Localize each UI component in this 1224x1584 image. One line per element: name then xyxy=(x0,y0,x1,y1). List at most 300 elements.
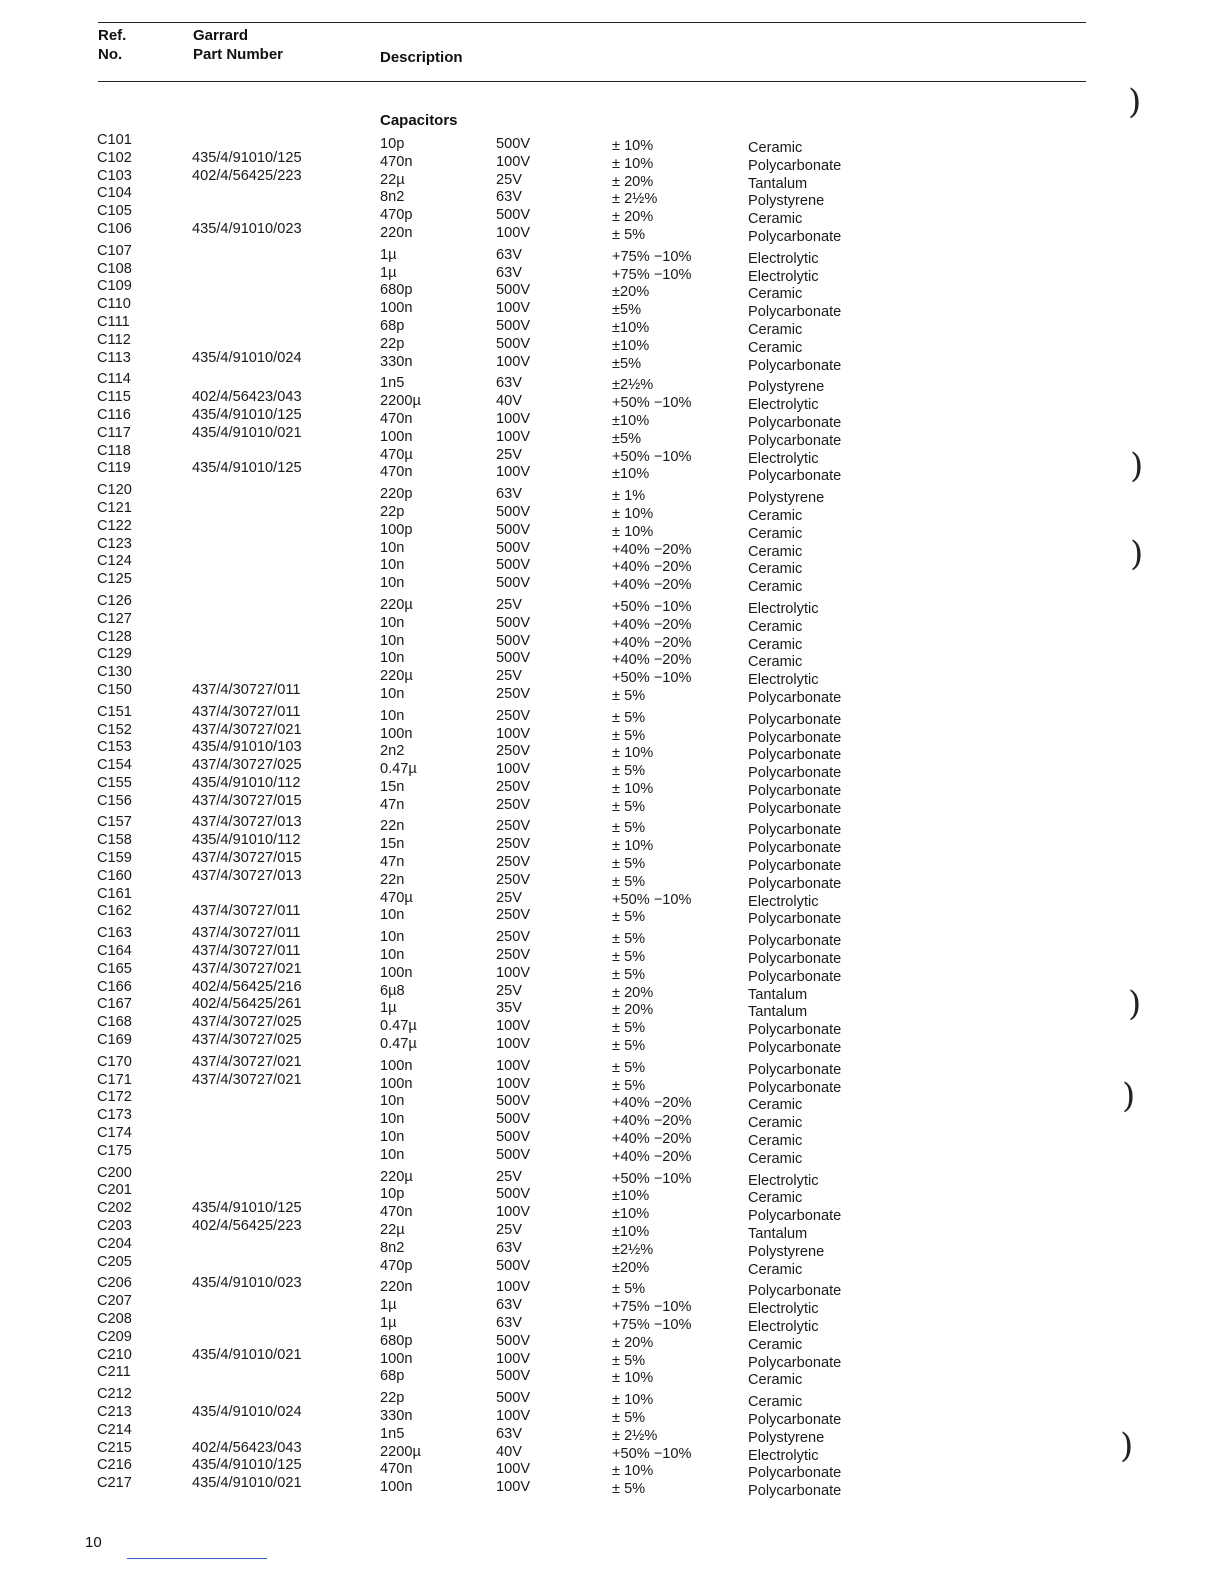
ref-no-cell: C210 xyxy=(97,1346,132,1363)
part-number-cell: 437/4/30727/011 xyxy=(192,903,301,920)
table-row xyxy=(0,278,1224,303)
voltage-cell: 25V xyxy=(496,1168,522,1185)
voltage-cell: 100V xyxy=(496,964,531,981)
ref-no-cell: C150 xyxy=(97,681,132,698)
part-number-cell: 402/4/56425/223 xyxy=(192,167,302,184)
voltage-cell: 500V xyxy=(496,575,531,592)
table-row xyxy=(0,1457,1224,1482)
capacitance-cell: 8n2 xyxy=(380,1239,405,1256)
capacitor-type-cell: Ceramic xyxy=(748,1372,803,1389)
ref-no-cell: C169 xyxy=(97,1032,132,1049)
table-row xyxy=(0,203,1224,228)
table-row xyxy=(0,1164,1224,1189)
capacitance-cell: 100n xyxy=(380,725,413,742)
capacitance-cell: 10n xyxy=(380,575,405,592)
capacitance-cell: 470n xyxy=(380,410,413,427)
table-row xyxy=(0,1403,1224,1428)
capacitance-cell: 47n xyxy=(380,854,405,871)
ref-no-cell: C211 xyxy=(97,1364,131,1381)
capacitor-type-cell: Polystyrene xyxy=(748,379,825,396)
binding-hole-mark: ) xyxy=(1122,1076,1136,1116)
description-header: Description xyxy=(380,49,463,66)
voltage-cell: 500V xyxy=(496,632,531,649)
ref-no-cell: C209 xyxy=(97,1328,132,1345)
ref-no-cell: C106 xyxy=(97,220,132,237)
voltage-cell: 500V xyxy=(496,650,531,667)
capacitance-cell: 10n xyxy=(380,614,405,631)
voltage-cell: 500V xyxy=(496,521,531,538)
table-row xyxy=(0,1142,1224,1167)
table-row xyxy=(0,885,1224,910)
tolerance-cell: ± 20% xyxy=(612,209,654,226)
capacitor-type-cell: Electrolytic xyxy=(748,893,819,910)
part-number-cell: 437/4/30727/013 xyxy=(192,814,302,831)
tolerance-cell: ±5% xyxy=(612,302,642,319)
row-group xyxy=(0,132,1224,245)
capacitor-type-cell: Electrolytic xyxy=(748,450,819,467)
voltage-cell: 250V xyxy=(496,947,531,964)
capacitance-cell: 220p xyxy=(380,486,413,503)
voltage-cell: 250V xyxy=(496,743,531,760)
capacitance-cell: 10n xyxy=(380,707,405,724)
capacitor-type-cell: Ceramic xyxy=(748,339,803,356)
tolerance-cell: ± 10% xyxy=(612,1370,654,1387)
capacitor-type-cell: Tantalum xyxy=(748,1226,808,1243)
part-number-cell: 437/4/30727/011 xyxy=(192,925,301,942)
capacitor-type-cell: Polycarbonate xyxy=(748,157,842,174)
capacitance-cell: 470µ xyxy=(380,446,413,463)
tolerance-cell: +50% −10% xyxy=(612,598,692,615)
tolerance-cell: ± 10% xyxy=(612,1463,654,1480)
tolerance-cell: ± 5% xyxy=(612,226,646,243)
tolerance-cell: ± 5% xyxy=(612,931,646,948)
tolerance-cell: +75% −10% xyxy=(612,248,692,265)
voltage-cell: 500V xyxy=(496,317,531,334)
voltage-cell: 25V xyxy=(496,446,522,463)
capacitor-type-cell: Polystyrene xyxy=(748,1243,825,1260)
capacitor-type-cell: Polycarbonate xyxy=(748,304,842,321)
part-number-cell: 402/4/56425/223 xyxy=(192,1218,302,1235)
capacitance-cell: 680p xyxy=(380,282,413,299)
capacitor-type-cell: Polycarbonate xyxy=(748,711,842,728)
capacitor-type-cell: Ceramic xyxy=(748,1097,803,1114)
table-row xyxy=(0,571,1224,596)
ref-no-cell: C205 xyxy=(97,1253,132,1270)
ref-no-cell: C127 xyxy=(97,610,132,627)
row-group xyxy=(0,592,1224,706)
voltage-cell: 25V xyxy=(496,596,522,613)
capacitor-type-cell: Ceramic xyxy=(748,1115,803,1132)
table-row xyxy=(0,132,1224,156)
voltage-cell: 250V xyxy=(496,907,531,924)
voltage-cell: 63V xyxy=(496,1239,522,1256)
capacitance-cell: 10n xyxy=(380,907,405,924)
voltage-cell: 100V xyxy=(496,1204,531,1221)
tolerance-cell: ± 5% xyxy=(612,709,646,726)
capacitor-type-cell: Ceramic xyxy=(748,1133,803,1150)
tolerance-cell: +50% −10% xyxy=(612,670,692,687)
voltage-cell: 100V xyxy=(496,1479,531,1496)
part-number-cell: 437/4/30727/021 xyxy=(192,960,302,977)
row-group xyxy=(0,925,1224,1057)
voltage-cell: 500V xyxy=(496,1368,531,1385)
ref-no-cell: C215 xyxy=(97,1439,132,1456)
tolerance-cell: ±10% xyxy=(612,1188,650,1205)
ref-no-cell: C110 xyxy=(97,296,131,313)
row-group xyxy=(0,1275,1224,1389)
table-row xyxy=(0,628,1224,653)
capacitor-type-cell: Polycarbonate xyxy=(748,951,842,968)
table-row xyxy=(0,371,1224,396)
voltage-cell: 100V xyxy=(496,1036,531,1053)
capacitor-type-cell: Polycarbonate xyxy=(748,822,842,839)
parts-table xyxy=(0,132,1224,1500)
table-row xyxy=(0,1253,1224,1278)
capacitance-cell: 22n xyxy=(380,818,405,835)
capacitor-type-cell: Ceramic xyxy=(748,321,803,338)
ref-no-cell: C166 xyxy=(97,978,132,995)
ref-no-cell: C114 xyxy=(97,371,131,388)
capacitor-type-cell: Polycarbonate xyxy=(748,1022,842,1039)
header-bottom-rule xyxy=(98,81,1086,82)
table-row xyxy=(0,943,1224,968)
ref-no-cell: C201 xyxy=(97,1182,132,1199)
capacitance-cell: 680p xyxy=(380,1332,413,1349)
voltage-cell: 25V xyxy=(496,889,522,906)
tolerance-cell: ± 2½% xyxy=(612,191,658,208)
tolerance-cell: +40% −20% xyxy=(612,1095,692,1112)
capacitor-type-cell: Polycarbonate xyxy=(748,357,842,374)
row-group xyxy=(0,1164,1224,1278)
binding-hole-mark: ) xyxy=(1128,984,1142,1024)
ref-no-cell: C117 xyxy=(97,424,131,441)
capacitor-type-cell: Polycarbonate xyxy=(748,747,842,764)
capacitance-cell: 22µ xyxy=(380,1222,405,1239)
table-row xyxy=(0,1182,1224,1207)
ref-no-cell: C217 xyxy=(97,1475,132,1492)
table-row xyxy=(0,610,1224,635)
table-row xyxy=(0,1311,1224,1335)
voltage-cell: 100V xyxy=(496,1075,531,1092)
ref-no-cell: C155 xyxy=(97,774,132,791)
capacitance-cell: 2200µ xyxy=(380,393,421,410)
part-number-cell: 402/4/56425/216 xyxy=(192,978,302,995)
capacitance-cell: 10p xyxy=(380,1186,405,1203)
ref-no-cell: C108 xyxy=(97,260,132,277)
capacitor-type-cell: Electrolytic xyxy=(748,1301,819,1318)
part-number-cell: 435/4/91010/125 xyxy=(192,460,302,477)
voltage-cell: 100V xyxy=(496,1407,531,1424)
voltage-cell: 63V xyxy=(496,1315,522,1331)
capacitance-cell: 1µ xyxy=(380,1297,397,1314)
voltage-cell: 250V xyxy=(496,778,531,795)
voltage-cell: 100V xyxy=(496,410,531,427)
tolerance-cell: +40% −20% xyxy=(612,1113,692,1130)
part-number-cell: 437/4/30727/021 xyxy=(192,1071,302,1088)
ref-no-cell: C112 xyxy=(97,331,131,348)
table-row xyxy=(0,1386,1224,1411)
ref-no-cell: C160 xyxy=(97,867,132,884)
capacitance-cell: 330n xyxy=(380,353,413,370)
part-number-cell: 437/4/30727/013 xyxy=(192,867,302,884)
capacitor-type-cell: Polycarbonate xyxy=(748,1465,842,1482)
part-number-cell: 437/4/30727/015 xyxy=(192,850,302,867)
voltage-cell: 500V xyxy=(496,614,531,631)
voltage-cell: 100V xyxy=(496,725,531,742)
table-row xyxy=(0,1218,1224,1243)
table-row xyxy=(0,220,1224,245)
table-row xyxy=(0,1475,1224,1500)
part-number-cell: 435/4/91010/125 xyxy=(192,1457,302,1474)
ref-no-cell: C168 xyxy=(97,1014,132,1031)
tolerance-cell: +50% −10% xyxy=(612,395,692,412)
voltage-cell: 500V xyxy=(496,1129,531,1146)
table-row xyxy=(0,867,1224,892)
capacitance-cell: 10n xyxy=(380,1111,405,1128)
voltage-cell: 40V xyxy=(496,1443,522,1460)
table-row xyxy=(0,592,1224,617)
voltage-cell: 63V xyxy=(496,1425,522,1442)
page-number: 10 xyxy=(85,1534,102,1551)
tolerance-cell: +40% −20% xyxy=(612,559,692,576)
ref-no-cell: C116 xyxy=(97,406,131,423)
tolerance-cell: +75% −10% xyxy=(612,1317,692,1333)
tolerance-cell: ± 2½% xyxy=(612,1427,658,1444)
table-row xyxy=(0,1032,1224,1057)
ref-no-cell: C102 xyxy=(97,149,132,166)
capacitance-cell: 10n xyxy=(380,650,405,667)
ref-no-cell: C129 xyxy=(97,646,132,663)
ref-no-cell: C126 xyxy=(97,592,132,609)
tolerance-cell: +40% −20% xyxy=(612,616,692,633)
table-row xyxy=(0,1053,1224,1078)
capacitor-type-cell: Electrolytic xyxy=(748,268,819,285)
ref-no-cell: C214 xyxy=(97,1421,132,1438)
capacitance-cell: 220n xyxy=(380,224,413,241)
capacitance-cell: 100p xyxy=(380,521,413,538)
capacitor-type-cell: Ceramic xyxy=(748,636,803,653)
voltage-cell: 100V xyxy=(496,1461,531,1478)
table-row xyxy=(0,1089,1224,1114)
table-row xyxy=(0,774,1224,799)
capacitance-cell: 100n xyxy=(380,1350,413,1367)
capacitor-type-cell: Polycarbonate xyxy=(748,228,842,245)
capacitor-type-cell: Polycarbonate xyxy=(748,933,842,950)
table-row xyxy=(0,903,1224,928)
part-header-line2: Part Number xyxy=(193,46,284,63)
capacitor-type-cell: Tantalum xyxy=(748,986,808,1003)
ref-no-cell: C208 xyxy=(97,1311,132,1327)
header-top-rule xyxy=(98,22,1086,23)
table-row xyxy=(0,757,1224,782)
voltage-cell: 40V xyxy=(496,393,522,410)
tolerance-cell: +50% −10% xyxy=(612,1170,692,1187)
capacitance-cell: 1n5 xyxy=(380,1425,405,1442)
tolerance-cell: ± 5% xyxy=(612,949,646,966)
voltage-cell: 250V xyxy=(496,929,531,946)
capacitor-type-cell: Tantalum xyxy=(748,175,808,192)
tolerance-cell: ± 1% xyxy=(612,488,646,505)
tolerance-cell: ± 10% xyxy=(612,780,654,797)
tolerance-cell: ± 20% xyxy=(612,984,654,1001)
ref-no-cell: C153 xyxy=(97,739,132,756)
ref-no-cell: C171 xyxy=(97,1071,132,1088)
capacitance-cell: 15n xyxy=(380,836,405,853)
voltage-cell: 25V xyxy=(496,668,522,685)
part-number-header xyxy=(193,26,283,64)
table-row xyxy=(0,1014,1224,1039)
ref-no-cell: C101 xyxy=(97,132,132,148)
table-row xyxy=(0,313,1224,338)
capacitance-cell: 6µ8 xyxy=(380,982,405,999)
table-row xyxy=(0,1200,1224,1225)
capacitance-cell: 330n xyxy=(380,1407,413,1424)
tolerance-cell: ± 10% xyxy=(612,838,654,855)
ref-no-cell: C200 xyxy=(97,1164,132,1181)
capacitor-type-cell: Polycarbonate xyxy=(748,1283,842,1300)
ref-no-cell: C154 xyxy=(97,757,132,774)
tolerance-cell: ±10% xyxy=(612,1224,650,1241)
ref-no-cell: C173 xyxy=(97,1107,132,1124)
tolerance-cell: ± 20% xyxy=(612,1002,654,1019)
voltage-cell: 100V xyxy=(496,224,531,241)
tolerance-cell: ± 10% xyxy=(612,523,654,540)
capacitance-cell: 22p xyxy=(380,1390,405,1407)
capacitance-cell: 470p xyxy=(380,207,413,224)
voltage-cell: 500V xyxy=(496,539,531,556)
capacitor-type-cell: Polycarbonate xyxy=(748,765,842,782)
capacitance-cell: 100n xyxy=(380,300,413,317)
capacitance-cell: 0.47µ xyxy=(380,1036,417,1053)
tolerance-cell: ± 20% xyxy=(612,1334,654,1351)
capacitor-type-cell: Ceramic xyxy=(748,561,803,578)
tolerance-cell: +40% −20% xyxy=(612,652,692,669)
voltage-cell: 500V xyxy=(496,503,531,520)
voltage-cell: 100V xyxy=(496,353,531,370)
part-number-cell: 435/4/91010/021 xyxy=(192,424,302,441)
capacitance-cell: 220µ xyxy=(380,596,413,613)
voltage-cell: 500V xyxy=(496,1332,531,1349)
capacitance-cell: 100n xyxy=(380,964,413,981)
ref-no-cell: C157 xyxy=(97,814,132,831)
capacitance-cell: 10n xyxy=(380,1129,405,1146)
capacitor-type-cell: Polystyrene xyxy=(748,1429,825,1446)
table-row xyxy=(0,996,1224,1021)
tolerance-cell: ± 5% xyxy=(612,873,646,890)
footer-line xyxy=(127,1558,267,1559)
ref-no-cell: C115 xyxy=(97,389,131,406)
capacitance-cell: 10n xyxy=(380,947,405,964)
section-title: Capacitors xyxy=(380,112,458,129)
tolerance-cell: ± 5% xyxy=(612,1020,646,1037)
voltage-cell: 100V xyxy=(496,1057,531,1074)
table-row xyxy=(0,721,1224,746)
row-group xyxy=(0,371,1224,485)
table-row xyxy=(0,1107,1224,1132)
capacitor-type-cell: Ceramic xyxy=(748,211,803,228)
ref-header-line1: Ref. xyxy=(98,27,127,44)
part-number-cell: 435/4/91010/023 xyxy=(192,1275,302,1292)
table-row xyxy=(0,167,1224,192)
capacitance-cell: 470n xyxy=(380,1461,413,1478)
capacitance-cell: 68p xyxy=(380,1368,405,1385)
tolerance-cell: ±2½% xyxy=(612,377,654,394)
capacitance-cell: 1n5 xyxy=(380,375,405,392)
part-number-cell: 435/4/91010/023 xyxy=(192,220,302,237)
capacitor-type-cell: Polycarbonate xyxy=(748,1208,842,1225)
ref-no-cell: C122 xyxy=(97,517,132,534)
voltage-cell: 35V xyxy=(496,1000,522,1017)
tolerance-cell: +50% −10% xyxy=(612,891,692,908)
capacitor-type-cell: Ceramic xyxy=(748,1190,803,1207)
part-number-cell: 437/4/30727/021 xyxy=(192,1053,302,1070)
row-group xyxy=(0,814,1224,928)
ref-no-cell: C206 xyxy=(97,1275,132,1292)
tolerance-cell: ± 5% xyxy=(612,1352,646,1369)
tolerance-cell: ±2½% xyxy=(612,1241,654,1258)
capacitance-cell: 2n2 xyxy=(380,743,405,760)
capacitor-type-cell: Polycarbonate xyxy=(748,968,842,985)
part-number-cell: 437/4/30727/011 xyxy=(192,943,301,960)
capacitance-cell: 10n xyxy=(380,929,405,946)
capacitor-type-cell: Polycarbonate xyxy=(748,1483,842,1500)
capacitance-cell: 220µ xyxy=(380,668,413,685)
table-row xyxy=(0,1293,1224,1318)
voltage-cell: 500V xyxy=(496,557,531,574)
table-row xyxy=(0,460,1224,485)
ref-no-cell: C161 xyxy=(97,885,132,902)
ref-no-cell: C123 xyxy=(97,535,132,552)
ref-no-cell: C159 xyxy=(97,850,132,867)
tolerance-cell: ± 10% xyxy=(612,138,654,154)
binding-hole-mark: ) xyxy=(1130,534,1144,574)
part-number-cell: 437/4/30727/015 xyxy=(192,792,302,809)
capacitor-type-cell: Polycarbonate xyxy=(748,858,842,875)
ref-no-cell: C107 xyxy=(97,242,132,259)
capacitance-cell: 8n2 xyxy=(380,189,405,206)
voltage-cell: 250V xyxy=(496,707,531,724)
capacitor-type-cell: Ceramic xyxy=(748,543,803,560)
capacitance-cell: 15n xyxy=(380,778,405,795)
capacitor-type-cell: Polycarbonate xyxy=(748,911,842,928)
capacitor-type-cell: Electrolytic xyxy=(748,600,819,617)
voltage-cell: 500V xyxy=(496,1146,531,1163)
tolerance-cell: +40% −20% xyxy=(612,541,692,558)
ref-no-cell: C213 xyxy=(97,1403,132,1420)
capacitance-cell: 47n xyxy=(380,796,405,813)
capacitance-cell: 100n xyxy=(380,428,413,445)
capacitance-cell: 470n xyxy=(380,153,413,170)
table-row xyxy=(0,517,1224,542)
capacitor-type-cell: Polycarbonate xyxy=(748,1079,842,1096)
table-row xyxy=(0,260,1224,285)
capacitance-cell: 10n xyxy=(380,539,405,556)
ref-no-cell: C109 xyxy=(97,278,132,295)
capacitor-type-cell: Ceramic xyxy=(748,1336,803,1353)
capacitance-cell: 10n xyxy=(380,685,405,702)
ref-no-cell: C111 xyxy=(97,313,130,330)
ref-no-cell: C125 xyxy=(97,571,132,588)
tolerance-cell: ± 5% xyxy=(612,966,646,983)
table-row xyxy=(0,1125,1224,1150)
binding-hole-mark: ) xyxy=(1128,82,1142,122)
binding-hole-mark: ) xyxy=(1130,446,1144,486)
tolerance-cell: ± 5% xyxy=(612,1481,646,1498)
table-row xyxy=(0,1439,1224,1464)
ref-no-cell: C167 xyxy=(97,996,132,1013)
capacitor-type-cell: Polycarbonate xyxy=(748,468,842,485)
row-group xyxy=(0,242,1224,374)
